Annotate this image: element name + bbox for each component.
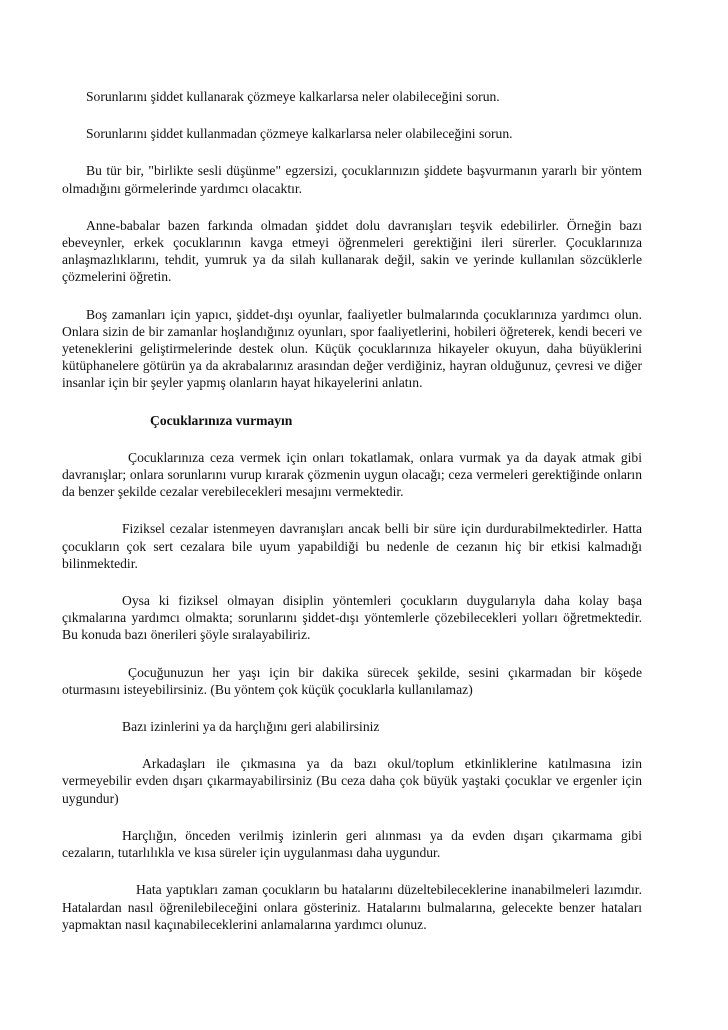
section-paragraph-3: Oysa ki fiziksel olmayan disiplin yöntemleri çocukların duygularıyla daha kolay başa çıkmalarına yardımcı olmakta; sorunlarını şiddet-dışı yöntemlerle çözebilecekleri yolları öğretmektedir. Bu konuda bazı önerileri şöyle sıralayabiliriz. xyxy=(62,593,642,643)
section-heading: Çocuklarınıza vurmayın xyxy=(150,412,293,428)
section-paragraph-5: Bazı izinlerini ya da harçlığını geri alabilirsiniz xyxy=(122,719,380,735)
document-page xyxy=(62,88,642,953)
section-paragraph-6: Arkadaşları ile çıkmasına ya da bazı okul/toplum etkinliklerine katılmasına izin vermeyebilir evden dışarı çıkarmayabilirsiniz (Bu ceza daha çok büyük yaştaki çocuklar ve ergenler için uygundur) xyxy=(62,756,642,806)
section-paragraph-2: Fiziksel cezalar istenmeyen davranışları ancak belli bir süre için durdurabilmektedirler. Hatta çocukların çok sert cezalara bile uyum yapabildiği bu nedenle de cezanın hiç bir etkisi kalmadığı bilinmektedir. xyxy=(62,521,642,571)
paragraph-2: Sorunlarını şiddet kullanmadan çözmeye kalkarlarsa neler olabileceğini sorun. xyxy=(86,126,513,142)
paragraph-3: Bu tür bir, "birlikte sesli düşünme" egzersizi, çocuklarınızın şiddete başvurmanın yararlı bir yöntem olmadığını görmelerinde yardımcı olacaktır. xyxy=(62,163,642,196)
section-paragraph-8: Hata yaptıkları zaman çocukların bu hatalarını düzeltebileceklerine inanabilmeleri lazımdır. Hatalardan nasıl öğrenilebileceğini onlara gösteriniz. Hatalarını bulmalarına, gelecekte benzer hataları yapmaktan nasıl kaçınabileceklerini anlamalarına yardımcı olunuz. xyxy=(62,882,642,932)
paragraph-4: Anne-babalar bazen farkında olmadan şiddet dolu davranışları teşvik edebilirler. Örneğin bazı ebeveynler, erkek çocuklarının kavga etmeyi öğrenmeleri gerektiğini ileri sürerler. Çocuklarınıza anlaşmazlıklarını, tehdit, yumruk ya da silah kullanarak değil, sakin ve yerinde kullanılan sözcüklerle çözmelerini öğretin. xyxy=(62,217,642,285)
section-paragraph-4: Çocuğunuzun her yaşı için bir dakika sürecek şekilde, sesini çıkarmadan bir köşede oturmasını isteyebilirsiniz. (Bu yöntem çok küçük çocuklarla kullanılamaz) xyxy=(62,664,642,697)
section-paragraph-7: Harçlığın, önceden verilmiş izinlerin geri alınması ya da evden dışarı çıkarmama gibi cezaların, tutarlılıkla ve kısa süreler için uygulanması daha uygundur. xyxy=(62,827,642,861)
paragraph-5: Boş zamanları için yapıcı, şiddet-dışı oyunlar, faaliyetler bulmalarında çocuklarınıza yardımcı olun. Onlara sizin de bir zamanlar hoşlandığınız oyunları, spor faaliyetlerini, hobileri öğreterek, kendi beceri ve yeteneklerini geliştirmelerinde destek olun. Küçük çocuklarınıza hikayeler okuyun, daha büyüklerini kütüphanelere götürün ya da akrabalarınız arasından değer verdiğiniz, hayran olduğunuz, çevresi ve diğer insanlar için bir şeyler yapmış olanların hayat hikayelerini anlatın. xyxy=(62,306,642,391)
section-paragraph-1: Çocuklarınıza ceza vermek için onları tokatlamak, onlara vurmak ya da dayak atmak gibi davranışlar; onlara sorunlarını vurup kırarak çözmenin uygun olacağı; ceza vermeleri gerektiğinde onların da benzer şekilde cezalar verebilecekleri mesajını vermektedir. xyxy=(62,449,642,500)
paragraph-1: Sorunlarını şiddet kullanarak çözmeye kalkarlarsa neler olabileceğini sorun. xyxy=(86,89,500,104)
